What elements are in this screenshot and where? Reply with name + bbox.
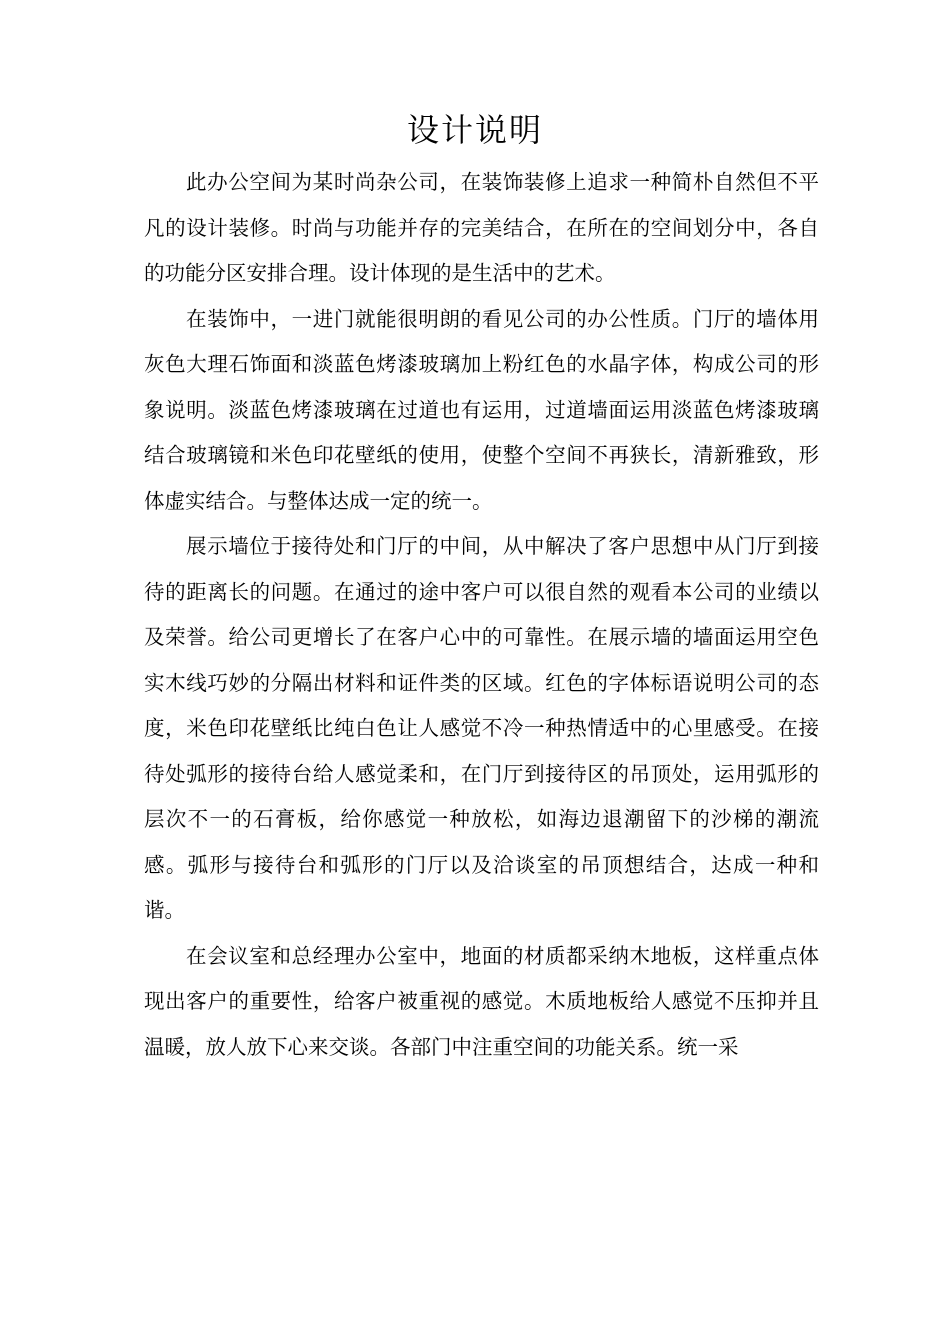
paragraph-meeting-room: 在会议室和总经理办公室中，地面的材质都采纳木地板，这样重点体现出客户的重要性，给客户被重视的感觉。木质地板给人感觉不压抑并且温暖，放人放下心来交谈。各部门中注重空间的功能关系。统一采 (144, 943, 819, 1059)
paragraph-intro: 此办公空间为某时尚杂公司，在装饰装修上追求一种简朴自然但不平凡的设计装修。时尚与功能并存的完美结合，在所在的空间划分中，各自的功能分区安排合理。设计体现的是生活中的艺术。 (144, 170, 819, 285)
page-title: 设计说明 (406, 111, 543, 149)
document-body (144, 160, 819, 1070)
paragraph-display-wall: 展示墙位于接待处和门厅的中间，从中解决了客户思想中从门厅到接待的距离长的问题。在通过的途中客户可以很自然的观看本公司的业绩以及荣誉。给公司更增长了在客户心中的可靠性。在展示墙的墙面运用空色实木线巧妙的分隔出材料和证件类的区域。红色的字体标语说明公司的态度，米色印花壁纸比纯白色让人感觉不冷一种热情适中的心里感受。在接待处弧形的接待台给人感觉柔和，在门厅到接待区的吊顶处，运用弧形的层次不一的石膏板，给你感觉一种放松，如海边退潮留下的沙梯的潮流感。弧形与接待台和弧形的门厅以及洽谈室的吊顶想结合，达成一种和谐。 (144, 534, 819, 922)
paragraph-decoration: 在装饰中，一进门就能很明朗的看见公司的办公性质。门厅的墙体用灰色大理石饰面和淡蓝色烤漆玻璃加上粉红色的水晶字体，构成公司的形象说明。淡蓝色烤漆玻璃在过道也有运用，过道墙面运用淡蓝色烤漆玻璃结合玻璃镜和米色印花壁纸的使用，使整个空间不再狭长，清新雅致，形体虚实结合。与整体达成一定的统一。 (144, 306, 819, 513)
